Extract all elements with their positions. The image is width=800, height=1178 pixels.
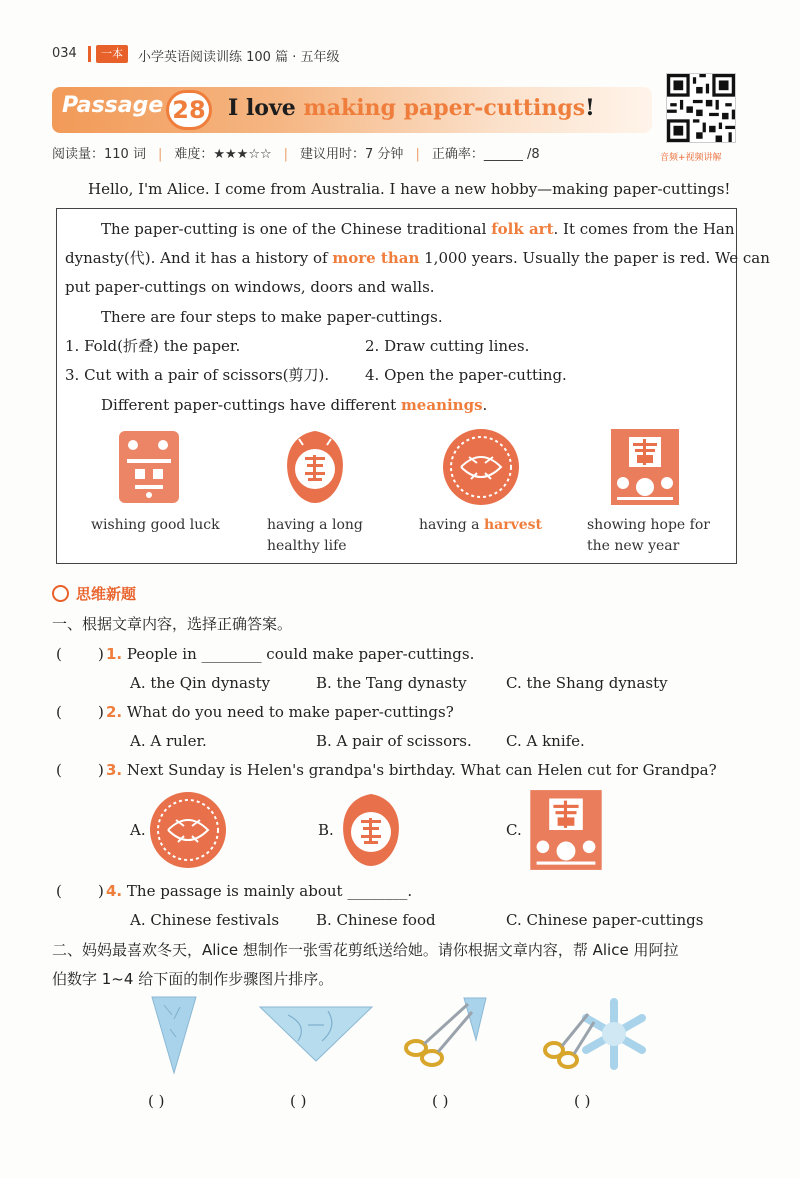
part2-instruction-line-1: 二、妈妈最喜欢冬天，Alice 想制作一张雪花剪纸送给她。请你根据文章内容，帮 Alice 用阿拉 xyxy=(52,941,679,959)
answer-paren-close: ) xyxy=(98,703,104,721)
step-4: 4. Open the paper-cutting. xyxy=(365,366,567,384)
passage-line-4: There are four steps to make paper-cuttings. xyxy=(101,308,443,326)
word-count: 阅读量：110 词 xyxy=(52,147,146,162)
answer-paren-open: ( xyxy=(56,761,62,779)
caption-new-year: showing hope for the new year xyxy=(587,517,710,554)
book-title: 小学英语阅读训练 100 篇 · 五年级 xyxy=(138,50,340,65)
accuracy-field[interactable]: 正确率：______ /8 xyxy=(431,147,540,162)
q2-option-b[interactable]: B. A pair of scissors. xyxy=(316,732,472,750)
question-1: 1. People in ________ could make paper-cuttings. xyxy=(106,645,475,663)
q1-option-c[interactable]: C. the Shang dynasty xyxy=(506,674,668,692)
paper-cutting-longevity-icon xyxy=(279,427,351,507)
question-4: 4. The passage is mainly about ________. xyxy=(106,882,413,900)
answer-paren-open: ( xyxy=(56,703,62,721)
answer-paren-open: ( xyxy=(56,645,62,663)
title-plain: I love xyxy=(228,95,304,121)
caption-harvest: having a harvest xyxy=(419,517,543,533)
q3-option-b[interactable]: B. xyxy=(318,821,334,839)
paper-cutting-fu-icon xyxy=(113,427,185,507)
q2-option-c[interactable]: C. A knife. xyxy=(506,732,585,750)
thinking-icon xyxy=(52,585,69,602)
caption-good-luck: wishing good luck xyxy=(91,517,220,533)
suggested-time: 建议用时：7 分钟 xyxy=(300,147,404,162)
order-answer-4[interactable]: ( ) xyxy=(574,1092,591,1110)
keyword-meanings: meanings xyxy=(400,396,483,414)
keyword-more-than: more than xyxy=(332,249,420,267)
step-3: 3. Cut with a pair of scissors(剪刀). xyxy=(65,366,330,384)
q3-spring-cutting-icon[interactable] xyxy=(526,788,606,872)
passage-title xyxy=(228,95,595,121)
order-answer-2[interactable]: ( ) xyxy=(290,1092,307,1110)
paper-cutting-spring-icon xyxy=(607,427,683,507)
step-1: 1. Fold(折叠) the paper. xyxy=(65,337,241,355)
passage-number: 28 xyxy=(166,90,212,130)
title-end: ! xyxy=(585,95,595,121)
caption-long-life: having a long healthy life xyxy=(267,517,363,554)
folded-paper-lines-icon xyxy=(258,1005,374,1063)
keyword-folk-art: folk art xyxy=(491,220,554,238)
intro-line: Hello, I'm Alice. I come from Australia. I have a new hobby—making paper-cuttings! xyxy=(88,180,731,198)
q4-option-b[interactable]: B. Chinese food xyxy=(316,911,436,929)
passage-label: Passage xyxy=(62,93,164,118)
qr-caption: 音频+视频讲解 xyxy=(660,153,722,163)
snowflake-cutting-icon xyxy=(542,996,652,1072)
title-highlight: making paper-cuttings xyxy=(303,95,586,121)
part1-instruction: 一、根据文章内容，选择正确答案。 xyxy=(52,615,293,633)
answer-paren-close: ) xyxy=(98,761,104,779)
brand-logo: 一本 xyxy=(96,45,128,63)
q1-option-b[interactable]: B. the Tang dynasty xyxy=(316,674,467,692)
passage-box xyxy=(56,208,770,564)
difficulty-stars-icon: ★★★☆☆ xyxy=(213,147,272,162)
scissors-cutting-icon xyxy=(402,996,498,1068)
q3-option-a[interactable]: A. xyxy=(130,821,146,839)
difficulty: 难度：★★★☆☆ xyxy=(174,147,272,162)
qr-code[interactable] xyxy=(666,73,736,143)
q3-option-c[interactable]: C. xyxy=(506,821,522,839)
passage-line-1: The paper-cutting is one of the Chinese traditional folk art. It comes from the Han xyxy=(101,220,735,238)
paper-cutting-harvest-icon xyxy=(441,427,521,507)
answer-paren-open: ( xyxy=(56,882,62,900)
section-heading: 思维新题 xyxy=(76,585,137,603)
answer-paren-close: ) xyxy=(98,645,104,663)
q3-harvest-cutting-icon[interactable] xyxy=(148,790,228,870)
question-3: 3. Next Sunday is Helen's grandpa's birthday. What can Helen cut for Grandpa? xyxy=(106,761,717,779)
passage-line-7: Different paper-cuttings have different meanings. xyxy=(101,396,488,414)
passage-line-3: put paper-cuttings on windows, doors and walls. xyxy=(65,278,435,296)
part2-instruction-line-2: 伯数字 1~4 给下面的制作步骤图片排序。 xyxy=(52,970,334,988)
passage-line-2: dynasty(代). And it has a history of more than 1,000 years. Usually the paper is red. We can xyxy=(65,249,770,267)
q3-longevity-cutting-icon[interactable] xyxy=(334,790,408,870)
q2-option-a[interactable]: A. A ruler. xyxy=(130,732,207,750)
step-2: 2. Draw cutting lines. xyxy=(365,337,530,355)
order-answer-1[interactable]: ( ) xyxy=(148,1092,165,1110)
reading-meta: 阅读量：110 词 | 难度：★★★☆☆ | 建议用时：7 分钟 | 正确率：______ /8 xyxy=(52,143,652,162)
question-2: 2. What do you need to make paper-cuttings? xyxy=(106,703,454,721)
order-answer-3[interactable]: ( ) xyxy=(432,1092,449,1110)
q1-option-a[interactable]: A. the Qin dynasty xyxy=(130,674,271,692)
page-number: 034 xyxy=(52,46,77,61)
header-divider xyxy=(88,46,91,62)
q4-option-c[interactable]: C. Chinese paper-cuttings xyxy=(506,911,704,929)
q4-option-a[interactable]: A. Chinese festivals xyxy=(130,911,280,929)
answer-paren-close: ) xyxy=(98,882,104,900)
folded-paper-cone-icon xyxy=(150,995,198,1075)
